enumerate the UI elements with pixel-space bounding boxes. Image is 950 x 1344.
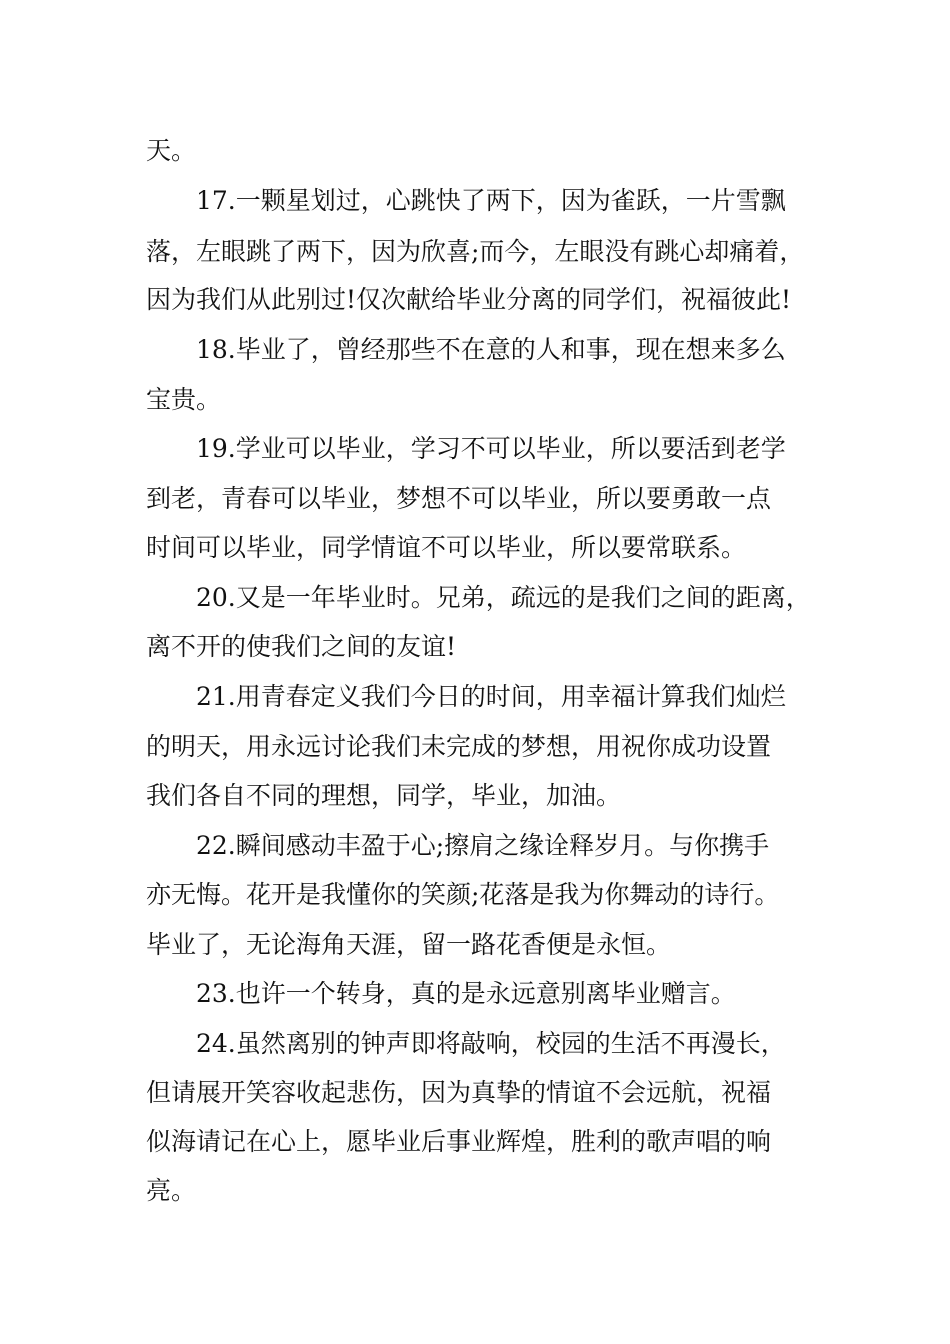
text-line: 天。 xyxy=(146,136,197,165)
text-line: 因为我们从此别过!仅次献给毕业分离的同学们，祝福彼此! xyxy=(146,285,792,314)
text-line: 宝贵。 xyxy=(146,385,222,414)
text-line: 19.学业可以毕业，学习不可以毕业，所以要活到老学 xyxy=(196,434,786,463)
text-line: 22.瞬间感动丰盈于心;擦肩之缘诠释岁月。与你携手 xyxy=(196,831,770,860)
text-line: 亮。 xyxy=(146,1176,197,1205)
text-line: 20.又是一年毕业时。兄弟，疏远的是我们之间的距离， xyxy=(196,583,811,612)
text-line: 离不开的使我们之间的友谊! xyxy=(146,632,457,661)
text-line: 的明天，用永远讨论我们未完成的梦想，用祝你成功设置 xyxy=(146,732,772,761)
text-line: 落，左眼跳了两下，因为欣喜;而今，左眼没有跳心却痛着， xyxy=(146,237,805,266)
text-line: 21.用青春定义我们今日的时间，用幸福计算我们灿烂 xyxy=(196,682,786,711)
text-line: 时间可以毕业，同学情谊不可以毕业，所以要常联系。 xyxy=(146,533,747,562)
text-line: 但请展开笑容收起悲伤，因为真挚的情谊不会远航，祝福 xyxy=(146,1078,772,1107)
text-line: 到老，青春可以毕业，梦想不可以毕业，所以要勇敢一点 xyxy=(146,484,772,513)
text-line: 17.一颗星划过，心跳快了两下，因为雀跃，一片雪飘 xyxy=(196,186,786,215)
text-line: 似海请记在心上，愿毕业后事业辉煌，胜利的歌声唱的响 xyxy=(146,1127,772,1156)
text-line: 亦无悔。花开是我懂你的笑颜;花落是我为你舞动的诗行。 xyxy=(146,880,780,909)
text-line: 毕业了，无论海角天涯，留一路花香便是永恒。 xyxy=(146,930,672,959)
text-line: 我们各自不同的理想，同学，毕业，加油。 xyxy=(146,781,622,810)
text-line: 24.虽然离别的钟声即将敲响，校园的生活不再漫长， xyxy=(196,1029,786,1058)
text-line: 18.毕业了，曾经那些不在意的人和事，现在想来多么 xyxy=(196,335,786,364)
text-line: 23.也许一个转身，真的是永远意别离毕业赠言。 xyxy=(196,979,736,1008)
